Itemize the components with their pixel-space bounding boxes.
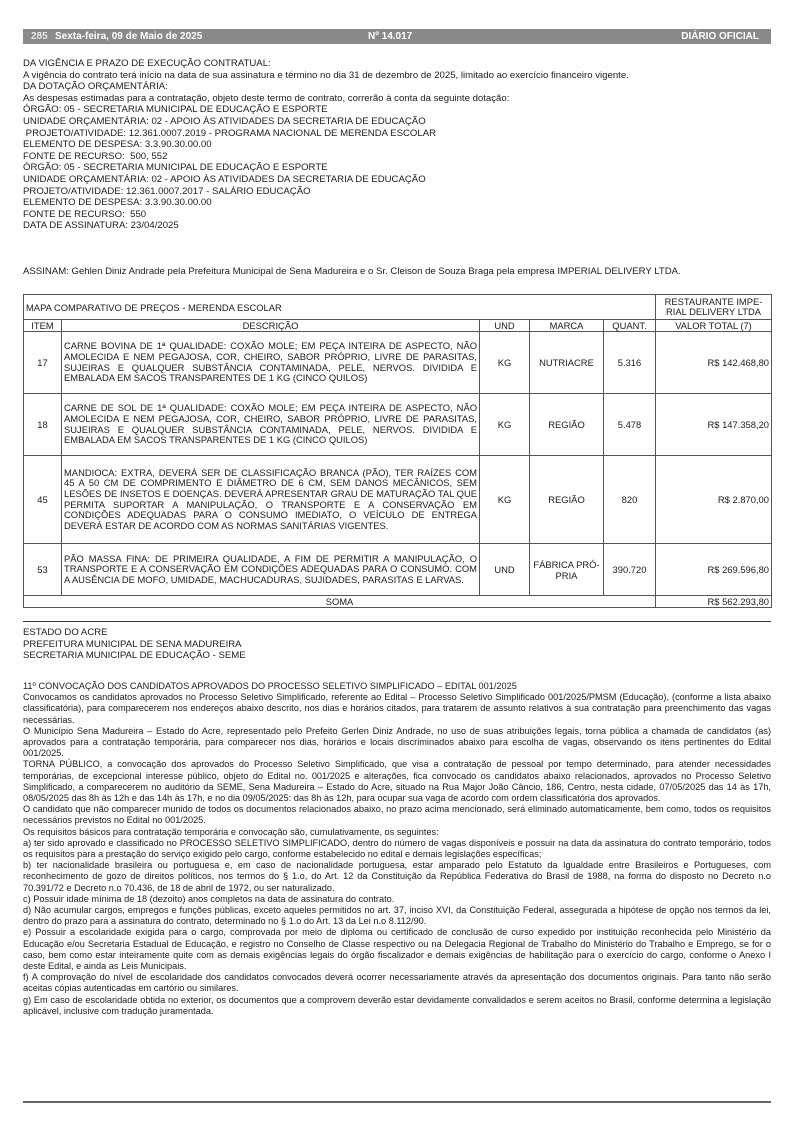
section-divider (23, 621, 771, 622)
supplier-name: RESTAURANTE IMPE-RIAL DELIVERY LTDA (656, 295, 772, 320)
col-total-value: VALOR TOTAL (7) (656, 320, 772, 332)
col-item: ITEM (24, 320, 62, 332)
value-cell: R$ 2.870,00 (656, 456, 772, 544)
table-header-row (24, 320, 772, 332)
page-bottom-rule (23, 1101, 771, 1103)
text-line: ÓRGÃO: 05 - SECRETARIA MUNICIPAL DE EDUCAÇÃO E ESPORTE (23, 162, 328, 174)
value-cell: R$ 142.468,80 (656, 332, 772, 394)
item-cell: 45 (24, 456, 62, 544)
quantity-cell: 5.316 (604, 332, 656, 394)
edital-section (23, 681, 771, 1017)
table-row (24, 456, 772, 544)
description-cell: PÃO MASSA FINA: DE PRIMEIRA QUALIDADE, A FIM DE PERMITIR A MANIPULAÇÃO, O TRANSPORTE E A CONSERVAÇÃO EM CONDIÇÕES ADEQUADAS PARA O CONSUMO. COM A AUSÊNCIA DE MOFO, UMIDADE, MACHUCADURAS, SUJIDADES, PARASITAS E LARVAS. (62, 544, 480, 596)
value-cell: R$ 269.596,80 (656, 544, 772, 596)
text-line: ELEMENTO DE DESPESA: 3.3.90.30.00.00 (23, 197, 212, 209)
col-brand: MARCA (530, 320, 604, 332)
col-unit: UND (480, 320, 530, 332)
text-line: PROJETO/ATIVIDADE: 12.361.0007.2017 - SALÁRIO EDUCAÇÃO (23, 185, 311, 197)
issue-date: Sexta-feira, 09 de Maio de 2025 (55, 31, 203, 42)
col-description: DESCRIÇÃO (62, 320, 480, 332)
org-line: SECRETARIA MUNICIPAL DE EDUCAÇÃO - SEME (23, 650, 246, 662)
price-comparison-table (23, 294, 772, 608)
paragraph: e) Possuir a escolaridade exigida para o cargo, comprovada por meio de diploma ou certificado de conclusão de curso expedido por instituição reconhecida pelo Ministério da Educação e/ou Secretaria Estadual de Educação, e registro no Conselho de Classe respectivo ou na Delegacia Regional de Trabalho do Ministério do Trabalho e Emprego, se for o caso, bem como estar inteiramente quite com as demais exigências legais do órgão fiscalizador e demais exigências de habilitação para o exercício do cargo, conforme o Anexo I deste Edital, e ainda as Leis Municipais. (23, 927, 771, 972)
org-line: ESTADO DO ACRE (23, 627, 108, 638)
document-page (23, 29, 771, 1016)
table-row (24, 544, 772, 596)
signatories: ASSINAM: Gehlen Diniz Andrade pela Prefeitura Municipal de Sena Madureira e o Sr. Cleison de Souza Braga pela empresa IMPERIAL DELIVERY LTDA. (23, 266, 681, 277)
unit-cell: KG (480, 456, 530, 544)
unit-cell: KG (480, 394, 530, 456)
brand-cell: REGIÃO (530, 394, 604, 456)
paragraph: O Município Sena Madureira – Estado do Acre, representado pelo Prefeito Gerlen Diniz Andrade, no uso de suas atribuições legais, torna pública a chamada de candidatos (as) aprovados para a contratação temporária, para comparecer nos dias, horários e locais discriminados abaixo para escolha de vagas, observando os itens pertinentes do Edital 001/2025. (23, 725, 771, 759)
item-cell: 18 (24, 394, 62, 456)
unit-cell: UND (480, 544, 530, 596)
brand-cell: NUTRIACRE (530, 332, 604, 394)
edital-title: 11º CONVOCAÇÃO DOS CANDIDATOS APROVADOS DO PROCESSO SELETIVO SIMPLIFICADO – EDITAL 001/2025 (23, 681, 517, 691)
paragraph: Convocamos os candidatos aprovados no Processo Seletivo Simplificado, referente ao Edital – Processo Seletivo Simplificado 001/2025/PMSM (Educação), (conforme a lista abaixo classificatória), para comparecerem nos endereços abaixo descrito, nos dias e horários citados, para tratarem de assunto relativos à sua contratação para preenchimento das vagas necessárias. (23, 692, 771, 725)
description-cell: CARNE BOVINA DE 1ª QUALIDADE: COXÃO MOLE; EM PEÇA INTEIRA DE ASPECTO, NÃO AMOLECIDA E NEM PEGAJOSA, COR, CHEIRO, SABOR PRÓPRIO, LIVRE DE PARASITAS, SUJEIRAS E QUALQUER SUBSTÂNCIA CONTAMINADA, PELE, NERVOS. DIVIDIDA E EMBALADA EM SACOS TRANSPARENTES DE 1 KG (CINCO QUILOS) (62, 332, 480, 394)
description-cell: CARNE DE SOL DE 1ª QUALIDADE: COXÃO MOLE; EM PEÇA INTEIRA DE ASPECTO, NÃO AMOLECIDA E NEM PEGAJOSA, COR, CHEIRO, SABOR PRÓPRIO, LIVRE DE PARASITAS, SUJEIRAS E QUALQUER SUBSTÂNCIA CONTAMINADA, PELE, NERVOS. DIVIDIDA E EMBALADA EM SACOS TRANSPARENTES DE 1 KG (CINCO QUILOS) (62, 394, 480, 456)
paragraph: b) ter nacionalidade brasileira ou portuguesa e, em caso de nacionalidade portuguesa, estar amparado pelo Estatuto da Igualdade entre Brasileiros e Portugueses, com reconhecimento de gozo de direitos políticos, nos termos do § 1.o, do Art. 12 da Constituição da República Federativa do Brasil de 1988, na forma do disposto no Decreto n.o 70.391/72 e Decreto n.o 70.436, de 18 de abril de 1972, ou ser naturalizado. (23, 860, 771, 893)
description-cell: MANDIOCA: EXTRA, DEVERÁ SER DE CLASSIFICAÇÃO BRANCA (PÃO), TER RAÍZES COM 45 A 50 CM DE COMPRIMENTO E DIÂMETRO DE 6 CM, SEM DANOS MECÂNICOS, SEM LESÕES DE INSETOS E DOENÇAS. DEVERÁ APRESENTAR GRAU DE MATURAÇÃO TAL QUE PERMITA SUPORTAR A MANIPULAÇÃO, O TRANSPORTE E A CONSERVAÇÃO EM CONDIÇÕES ADEQUADAS PARA O CONSUMO IMEDIATO, O VEÍCULO DE ENTREGA DEVERÁ ESTAR DE ACORDO COM AS NORMAS SANITÁRIAS VIGENTES. (62, 456, 480, 544)
brand-cell: FÁBRICA PRÓ-PRIA (530, 544, 604, 596)
paragraph: f) A comprovação do nível de escolaridade dos candidatos convocados deverá ocorrer necessariamente através da apresentação dos documentos originais. Para tanto não serão aceitas cópias autenticadas em cartório ou similares. (23, 972, 771, 994)
page-number: 285 (31, 31, 48, 42)
paragraph: d) Não acumular cargos, empregos e funções públicas, exceto aqueles permitidos no art. 37, inciso XVI, da Constituição Federal, assegurada a hipótese de opção nos termos da lei, dentro do prazo para a assinatura do contrato, determinado no § 1.o do Art. 13 da Lei n.o 8.112/90. (23, 905, 771, 927)
publication-title: DIÁRIO OFICIAL (681, 31, 759, 42)
text-line: DA VIGÊNCIA E PRAZO DE EXECUÇÃO CONTRATUAL: (23, 58, 271, 69)
quantity-cell: 390.720 (604, 544, 656, 596)
sum-label: SOMA (24, 596, 656, 608)
text-line: FONTE DE RECURSO: 550 (23, 208, 147, 220)
item-cell: 17 (24, 332, 62, 394)
text-line: DA DOTAÇÃO ORÇAMENTÁRIA: (23, 81, 168, 93)
text-line: ELEMENTO DE DESPESA: 3.3.90.30.00.00 (23, 139, 212, 151)
text-line: UNIDADE ORÇAMENTÁRIA: 02 - APOIO ÀS ATIVIDADES DA SECRETARIA DE EDUCAÇÃO (23, 115, 426, 127)
quantity-cell: 5.478 (604, 394, 656, 456)
item-cell: 53 (24, 544, 62, 596)
sum-value: R$ 562.293,80 (656, 596, 772, 608)
contract-section (23, 58, 629, 232)
unit-cell: KG (480, 332, 530, 394)
table-sum-row (24, 596, 772, 608)
text-line: FONTE DE RECURSO: 500, 552 (23, 150, 168, 162)
text-line: ÓRGÃO: 05 - SECRETARIA MUNICIPAL DE EDUCAÇÃO E ESPORTE (23, 104, 328, 116)
page-header (23, 29, 771, 44)
paragraph: O candidato que não comparecer munido de todos os documentos relacionados abaixo, no prazo acima mencionado, será eliminado automaticamente, bem como, todos os requisitos necessários previstos no Edital no 001/2025. (23, 804, 771, 826)
paragraph: g) Em caso de escolaridade obtida no exterior, os documentos que a comprovem deverão estar devidamente convalidados e serem aceitos no Brasil, conforme determina a legislação aplicável, inclusive com tradução juramentada. (23, 994, 771, 1016)
org-line: PREFEITURA MUNICIPAL DE SENA MADUREIRA (23, 638, 242, 650)
col-quantity: QUANT. (604, 320, 656, 332)
text-line: DATA DE ASSINATURA: 23/04/2025 (23, 220, 179, 232)
paragraph: c) Possuir idade mínima de 18 (dezoito) anos completos na data de assinatura do contrato. (23, 893, 395, 904)
table-row (24, 394, 772, 456)
edition-number: Nº 14.017 (368, 31, 413, 42)
quantity-cell: 820 (604, 456, 656, 544)
text-line: A vigência do contrato terá início na data de sua assinatura e término no dia 31 de dezembro de 2025, limitado ao exercício financeiro vigente. (23, 69, 629, 81)
text-line: PROJETO/ATIVIDADE: 12.361.0007.2019 - PROGRAMA NACIONAL DE MERENDA ESCOLAR (23, 127, 437, 139)
text-line: UNIDADE ORÇAMENTÁRIA: 02 - APOIO ÀS ATIVIDADES DA SECRETARIA DE EDUCAÇÃO (23, 173, 426, 185)
table-row (24, 332, 772, 394)
paragraph: Os requisitos básicos para contratação temporária e convocação são, cumulativamente, os seguintes: (23, 826, 439, 837)
text-line: As despesas estimadas para a contratação, objeto deste termo de contrato, correrão à conta da seguinte dotação: (23, 92, 510, 104)
brand-cell: REGIÃO (530, 456, 604, 544)
table-title: MAPA COMPARATIVO DE PREÇOS - MERENDA ESCOLAR (24, 295, 656, 320)
paragraph: a) ter sido aprovado e classificado no PROCESSO SELETIVO SIMPLIFICADO, dentro do número de vagas disponíveis e possuir na data da assinatura do contrato temporário, todos os requisitos para a prestação do serviço exigido pelo cargo, conforme estabelecido no edital e demais legislações específicas; (23, 837, 771, 860)
issuing-organization (23, 627, 246, 662)
paragraph: TORNA PÚBLICO, a convocação dos aprovados do Processo Seletivo Simplificado, que visa a contratação de pessoal por tempo determinado, para atender necessidades temporárias, de excepcional interesse público, objeto do Edital no. 001/2025 e alterações, fica convocado os candidatos abaixo relacionados, aprovados no Processo Seletivo Simplificado, a comparecerem no auditório da SEME, Sena Madureira – Estado do Acre, situado na Rua Major João Câncio, 186, Centro, nesta cidade, 07/05/2025 das 14 às 17h, 08/05/2025 das 8h às 12h e das 14h às 17h, e no dia 09/05/2025: das 8h às 12h, para ocupar sua vaga de acordo com ordem classificatória dos aprovados. (23, 759, 771, 804)
value-cell: R$ 147.358,20 (656, 394, 772, 456)
